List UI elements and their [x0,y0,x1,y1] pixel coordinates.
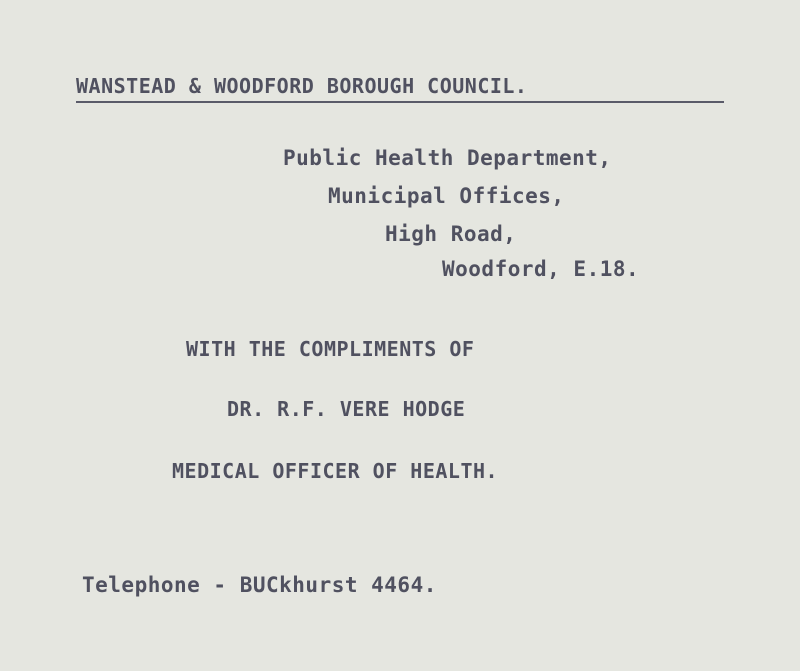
compliments-heading: WITH THE COMPLIMENTS OF [186,337,475,361]
council-name: WANSTEAD & WOODFORD BOROUGH COUNCIL. [76,74,528,98]
officer-name: DR. R.F. VERE HODGE [227,397,466,421]
telephone-line: Telephone - BUCkhurst 4464. [82,573,437,597]
address-street: High Road, [385,222,517,246]
officer-title: MEDICAL OFFICER OF HEALTH. [172,459,499,483]
council-name-underline [76,101,724,103]
address-department: Public Health Department, [283,146,612,170]
address-town: Woodford, E.18. [442,257,640,281]
address-building: Municipal Offices, [328,184,565,208]
